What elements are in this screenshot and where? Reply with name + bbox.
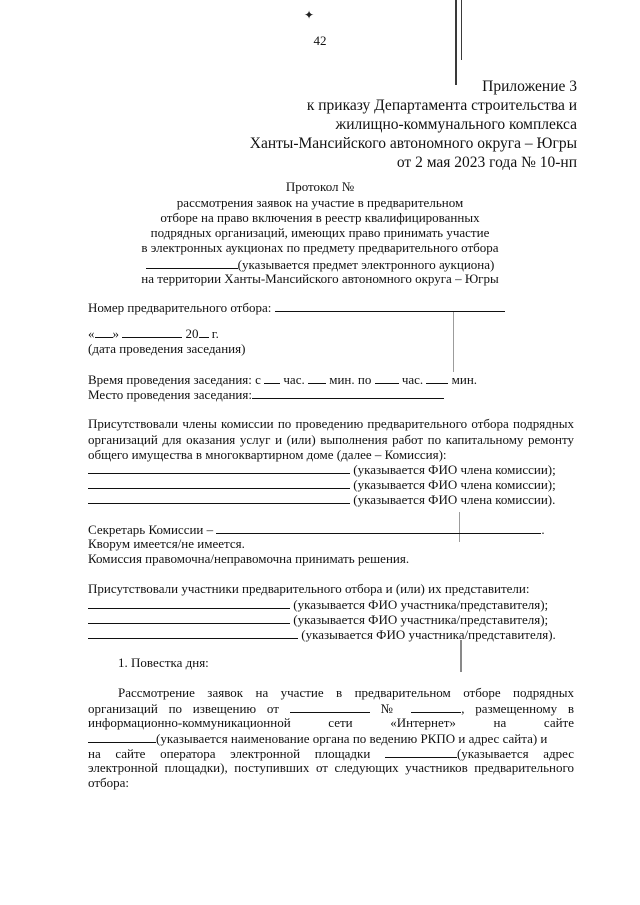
member-name-field[interactable]: [88, 461, 350, 474]
time-start-hour-field[interactable]: [264, 371, 280, 384]
scan-artifact-line: [460, 640, 462, 672]
participant-hint: (указывается ФИО участника/представителя);: [293, 597, 549, 612]
member-name-field[interactable]: [88, 491, 350, 504]
date-quote-open: «: [88, 326, 95, 341]
protocol-subtitle-4: в электронных аукционах по предмету предварительного отбора: [141, 240, 499, 255]
appendix-region-line: Ханты-Мансийского автономного округа – Югры: [249, 135, 577, 152]
meeting-place-field[interactable]: [252, 386, 444, 399]
time-hour-label-2: час.: [401, 372, 424, 387]
time-min-label-2: мин.: [451, 372, 478, 387]
participant-name-field[interactable]: [88, 596, 290, 609]
date-year-field[interactable]: [199, 325, 209, 338]
appendix-date-line: от 2 мая 2023 года № 10-нп: [396, 154, 577, 171]
agenda-text: сети: [328, 715, 353, 730]
commission-intro-1: Присутствовали члены комиссии по проведению предварительного отбора подрядных: [88, 416, 574, 431]
secretary-name-field[interactable]: [216, 521, 541, 534]
secretary-end: .: [541, 522, 545, 537]
notice-date-field[interactable]: [290, 700, 370, 713]
commission-member-row: [88, 491, 555, 508]
scan-artifact-line: [461, 0, 462, 60]
participant-row: [88, 626, 556, 643]
appendix-order-line: к приказу Департамента строительства и: [306, 97, 577, 114]
rkpo-organ-field[interactable]: [88, 730, 156, 743]
participant-hint: (указывается ФИО участника/представителя).: [301, 627, 556, 642]
blank-line: [146, 256, 238, 269]
auction-subject-hint: (указывается предмет электронного аукциона): [237, 257, 495, 272]
participants-intro: Присутствовали участники предварительного отбора и (или) их представители:: [88, 581, 530, 596]
meeting-time-label: Время проведения заседания: с: [88, 372, 261, 387]
scan-speck: ✦: [304, 8, 315, 22]
member-hint: (указывается ФИО члена комиссии);: [353, 462, 556, 477]
competence-text: Комиссия правомочна/неправомочна принимать решения.: [88, 551, 410, 566]
page-number: 42: [313, 33, 327, 48]
protocol-subtitle-2: отборе на право включения в реестр квалифицированных: [160, 210, 480, 225]
protocol-title: Протокол №: [285, 179, 355, 194]
participant-name-field[interactable]: [88, 626, 298, 639]
member-hint: (указывается ФИО члена комиссии).: [353, 492, 556, 507]
agenda-text: сайте: [543, 715, 574, 730]
meeting-date-row: [88, 325, 219, 342]
time-start-min-field[interactable]: [308, 371, 326, 384]
date-day-field[interactable]: [95, 325, 113, 338]
agenda-text: организаций по извещению от: [88, 701, 279, 716]
appendix-title: Приложение 3: [482, 78, 577, 95]
member-hint: (указывается ФИО члена комиссии);: [353, 477, 556, 492]
time-end-hour-field[interactable]: [375, 371, 399, 384]
agenda-paragraph-line-1: [118, 685, 574, 701]
commission-intro-3: общего имущества в многоквартирном доме (далее – Комиссия):: [88, 447, 447, 462]
agenda-text: «Интернет»: [390, 715, 456, 730]
commission-intro-2: организаций для оказания услуг и (или) выполнения работ по капитальному ремонту: [88, 432, 574, 447]
agenda-text: на сайте оператора электронной площадки: [88, 746, 371, 761]
agenda-text: Рассмотрение заявок на участие в предварительном отборе подрядных: [118, 685, 574, 700]
agenda-paragraph-line-3: [88, 715, 574, 731]
agenda-text: , размещенному в: [461, 701, 575, 716]
time-hour-label: час.: [283, 372, 305, 387]
agenda-paragraph-line-6: электронной площадки), поступивших от следующих участников предварительного: [88, 760, 574, 775]
participant-name-field[interactable]: [88, 611, 290, 624]
time-min-label: мин. по: [329, 372, 372, 387]
agenda-text: (указывается наименование органа по ведению РКПО и адрес сайта) и: [156, 731, 548, 746]
agenda-paragraph-line-7: отбора:: [88, 775, 130, 790]
agenda-heading: 1. Повестка дня:: [118, 655, 209, 670]
secretary-label: Секретарь Комиссии –: [88, 522, 214, 537]
protocol-subtitle-3: подрядных организаций, имеющих право принимать участие: [150, 225, 490, 240]
selection-number-row: [88, 299, 505, 316]
agenda-text: (указывается адрес: [456, 746, 575, 761]
member-name-field[interactable]: [88, 476, 350, 489]
time-end-min-field[interactable]: [426, 371, 448, 384]
date-year-prefix: 20: [185, 326, 199, 341]
agenda-text: на: [493, 715, 507, 730]
notice-number-field[interactable]: [411, 700, 461, 713]
agenda-text: информационно-коммуникационной: [88, 715, 291, 730]
date-year-suffix: г.: [211, 326, 219, 341]
quorum-text: Кворум имеется/не имеется.: [88, 536, 245, 551]
protocol-subtitle-1: рассмотрения заявок на участие в предварительном: [176, 195, 464, 210]
protocol-subtitle-6: на территории Ханты-Мансийского автономного округа – Югры: [141, 271, 499, 286]
meeting-place-label: Место проведения заседания:: [88, 387, 252, 402]
agenda-text: №: [380, 701, 401, 716]
meeting-date-hint: (дата проведения заседания): [88, 341, 246, 356]
platform-address-field[interactable]: [385, 745, 457, 758]
selection-number-field[interactable]: [275, 299, 505, 312]
appendix-department-line: жилищно-коммунального комплекса: [335, 116, 577, 133]
date-month-field[interactable]: [122, 325, 182, 338]
participant-hint: (указывается ФИО участника/представителя);: [293, 612, 549, 627]
selection-number-label: Номер предварительного отбора:: [88, 300, 272, 315]
meeting-place-row: [88, 386, 444, 403]
scan-artifact-line: [453, 312, 454, 372]
date-quote-close: »: [112, 326, 119, 341]
